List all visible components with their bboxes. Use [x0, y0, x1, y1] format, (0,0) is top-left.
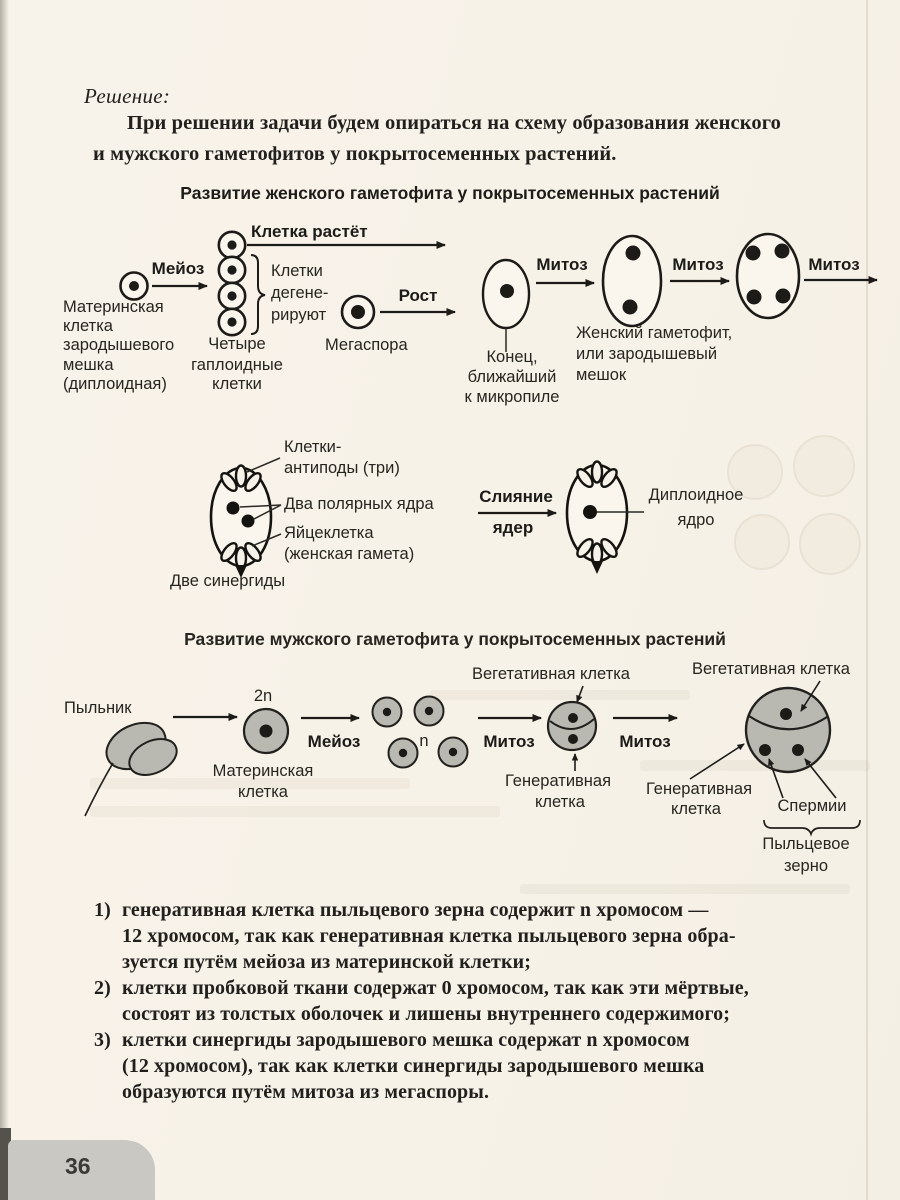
sperm-dot [792, 744, 804, 756]
fusion-label: Слияние [479, 487, 553, 506]
male-diagram-title: Развитие мужского гаметофита у покрытосеменных растений [184, 629, 726, 649]
diploid-nucleus-dot [583, 505, 597, 519]
mitosis-label: Митоз [808, 255, 860, 274]
nucleus-dot [623, 300, 638, 315]
antipodes-label: Клетки- [284, 438, 342, 456]
answer-item-2 [94, 975, 874, 1027]
polar-nucleus-dot [227, 502, 240, 515]
megaspore-label: Мегаспора [325, 336, 408, 354]
answer-number: 2) [94, 977, 111, 999]
answer-item-1 [94, 897, 874, 975]
meiosis-label: Мейоз [151, 259, 205, 278]
nucleus-dot [351, 305, 365, 319]
female-gametophyte-label: или зародышевый [576, 345, 718, 363]
answer-item-3 [94, 1027, 874, 1105]
cell-grows-label: Клетка растёт [251, 222, 368, 241]
answer-text-line: клетки пробковой ткани содержат 0 хромосом, так как эти мёртвые, [122, 977, 749, 999]
pollen-grain-brace [764, 820, 860, 834]
mitosis-label: Митоз [483, 732, 535, 751]
embryo-sac-4-nuclei [737, 234, 799, 318]
nucleus-dot [776, 289, 791, 304]
diploid-nucleus-label: Диплоидное [648, 486, 744, 504]
pointer-arrow [690, 744, 744, 779]
vegetative-cell-label: Вегетативная клетка [472, 665, 630, 683]
degenerate-brace [251, 255, 265, 334]
egg-cell-label: (женская гамета) [284, 545, 415, 563]
answer-text-line: генеративная клетка пыльцевого зерна содержит n хромосом — [122, 899, 709, 921]
pointer-arrow [577, 686, 583, 702]
generative-cell-label: Генеративная [645, 780, 753, 798]
mother-cell-label: клетка [63, 317, 113, 335]
nucleus-dot [129, 281, 139, 291]
degenerate-label: рируют [271, 306, 327, 324]
mother-cell-label: Материнская [63, 298, 164, 316]
ploidy-n-label: n [419, 732, 429, 750]
pollen-grain-label: Пыльцевое [762, 835, 850, 853]
nucleus-dot [568, 734, 578, 744]
answer-text-line: зуется путём мейоза из материнской клетки; [122, 951, 531, 973]
solution-heading: Решение: [84, 84, 171, 108]
pointer-arrow [805, 759, 836, 798]
nucleus-dot [626, 246, 641, 261]
degenerate-label: дегене- [271, 284, 329, 302]
answer-text-line: клетки синергиды зародышевого мешка содержат n хромосом [122, 1029, 690, 1051]
intro-paragraph-line: и мужского гаметофитов у покрытосеменных растений. [93, 143, 617, 165]
growth-label: Рост [398, 286, 438, 305]
intro-paragraph-line: При решении задачи будем опираться на схему образования женского [127, 112, 781, 134]
nucleus-dot [747, 290, 762, 305]
egg-cell-label: Яйцеклетка [284, 524, 374, 542]
female-gametophyte-row [63, 222, 877, 406]
four-cells-label: клетки [212, 375, 262, 393]
gametophyte-diagram [0, 210, 900, 890]
ploidy-2n-label: 2n [253, 687, 273, 705]
four-haploid-cells [219, 232, 245, 335]
vegetative-nucleus-dot [780, 708, 792, 720]
sperm-label: Спермии [777, 797, 847, 815]
embryo-sac-row [170, 438, 743, 590]
generative-cell-label: клетка [535, 793, 585, 811]
mitosis-label: Митоз [536, 255, 588, 274]
pointer-line [247, 458, 280, 472]
vegetative-cell-label: Вегетативная клетка [692, 660, 850, 678]
female-gametophyte-label: Женский гаметофит, [576, 324, 733, 342]
nucleus-dot [746, 246, 761, 261]
micropyle-end-label: ближайший [467, 368, 557, 386]
meiosis-label: Мейоз [307, 732, 361, 751]
anther-label: Пыльник [64, 699, 132, 717]
page-number-tab [8, 1140, 155, 1200]
fusion-label: ядер [492, 518, 534, 537]
generative-cell-label: клетка [671, 800, 721, 818]
mother-cell-label: клетка [238, 783, 288, 801]
answers-list [94, 897, 874, 1105]
answer-text-line: (12 хромосом), так как клетки синергиды зародышевого мешка [122, 1055, 705, 1077]
micropyle-end-label: Конец, [486, 348, 538, 366]
female-gametophyte-label: мешок [576, 366, 627, 384]
nucleus-dot [260, 725, 273, 738]
generative-cell-label: Генеративная [504, 772, 612, 790]
mitosis-label: Митоз [672, 255, 724, 274]
four-cells-label: Четыре [208, 335, 266, 353]
answer-text-line: состоят из толстых оболочек и лишены внутреннего содержимого; [122, 1003, 731, 1025]
pollen-grain-label: зерно [783, 857, 829, 875]
answer-text-line: образуются путём митоза из мегаспоры. [122, 1081, 490, 1103]
degenerate-label: Клетки [271, 262, 323, 280]
nucleus-dot [568, 713, 578, 723]
answer-number: 1) [94, 899, 111, 921]
anther-shape [85, 714, 182, 816]
mother-cell-label: зародышевого [63, 336, 175, 354]
polar-nucleus-dot [242, 515, 255, 528]
antipodes-label: антиподы (три) [284, 459, 400, 477]
polar-nuclei-label: Два полярных ядра [284, 495, 434, 513]
female-diagram-title: Развитие женского гаметофита у покрытосеменных растений [180, 183, 720, 203]
male-gametophyte-row [64, 629, 860, 875]
page-number: 36 [65, 1153, 91, 1179]
sperm-dot [759, 744, 771, 756]
mother-cell-label: мешка [63, 356, 114, 374]
diploid-nucleus-label: ядро [677, 511, 715, 529]
synergids-label: Две синергиды [170, 572, 286, 590]
micropyle-end-label: к микропиле [464, 388, 560, 406]
bleed-through-circles [728, 436, 860, 574]
answer-text-line: 12 хромосом, так как генеративная клетка пыльцевого зерна обра- [122, 925, 736, 947]
answer-number: 3) [94, 1029, 111, 1051]
mitosis-label: Митоз [619, 732, 671, 751]
nucleus-dot [500, 284, 514, 298]
mother-cell-label: Материнская [212, 762, 314, 780]
mother-cell-label: (диплоидная) [63, 375, 167, 393]
nucleus-dot [775, 244, 790, 259]
four-cells-label: гаплоидные [191, 356, 283, 374]
